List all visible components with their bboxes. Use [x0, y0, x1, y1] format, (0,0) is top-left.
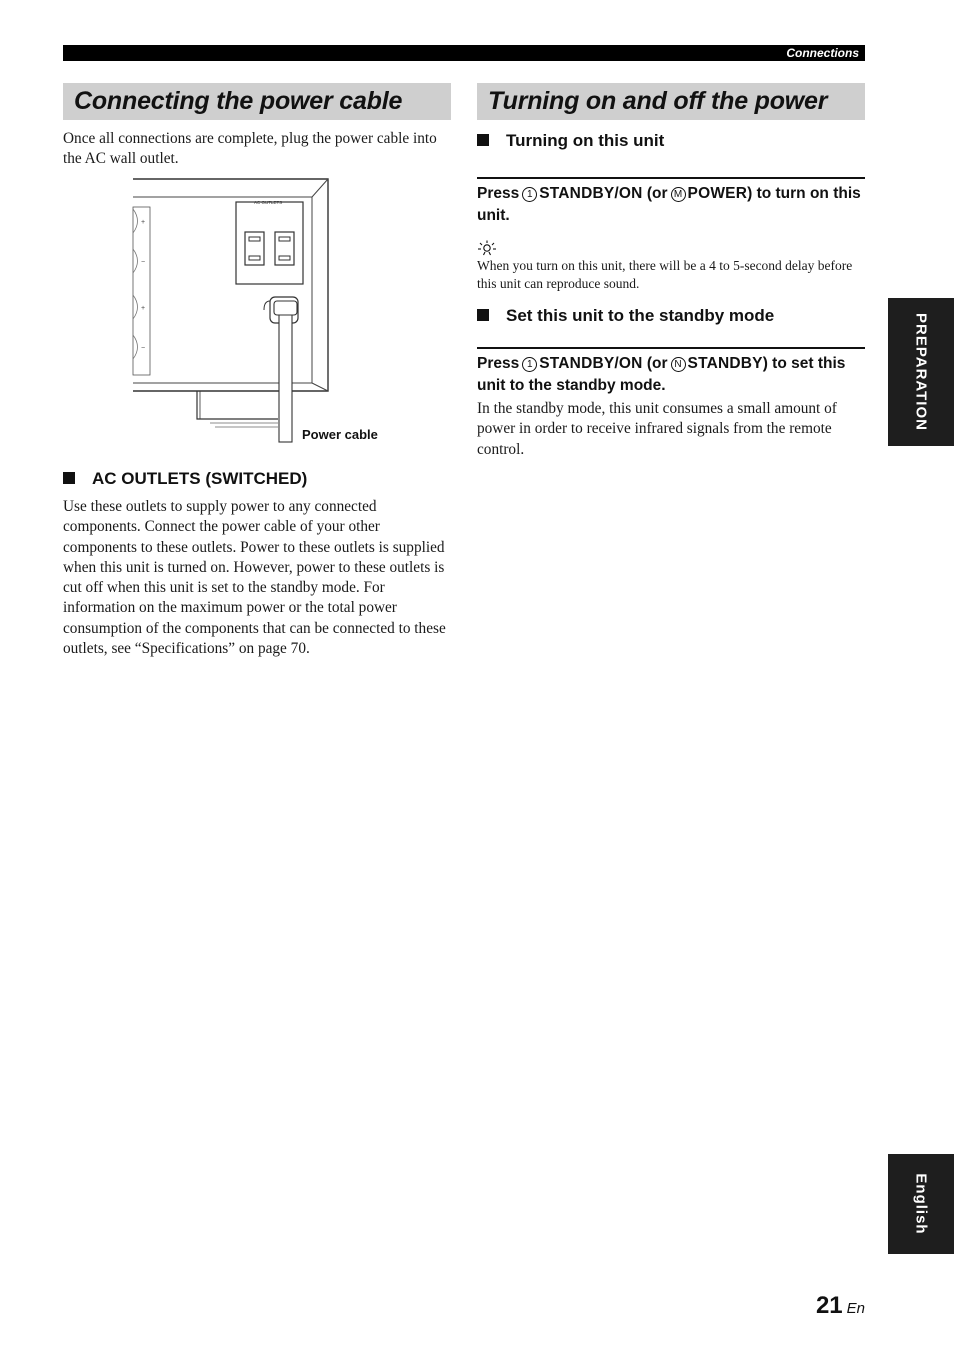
ac-outlets-body: Use these outlets to supply power to any connected components. Connect the power cable of your other components to these outlets. Power to these outlets is supplied when this unit is turned on. However, power to these outlets is cut off when this unit is set to the standby mode. For information on the maximum power or the total power consumption of the components that can be connected to these outlets, see “Specifications” on page 70.	[63, 498, 446, 658]
turn-on-subheading	[477, 131, 664, 151]
step-suffix: ) to set this unit to the standby mode.	[477, 355, 846, 394]
step-prefix: Press	[477, 185, 520, 202]
ac-outlets-subheading	[63, 469, 307, 489]
ac-outlets-label: AC OUTLETS	[254, 200, 283, 205]
square-bullet-icon	[63, 472, 75, 484]
turn-on-step	[477, 183, 865, 227]
square-bullet-icon	[477, 134, 489, 146]
step-suffix: ) to turn on this unit.	[477, 185, 861, 224]
side-tab-english-label: English	[912, 1173, 930, 1235]
power-cable-callout: Power cable	[302, 427, 378, 442]
svg-text:+: +	[141, 305, 146, 312]
svg-text:+: +	[141, 219, 146, 226]
remote-open: (or	[646, 185, 668, 202]
divider	[477, 347, 865, 349]
power-button-name: POWER	[687, 185, 748, 202]
page-number-value: 21	[815, 1292, 843, 1319]
standby-key-icon: N	[671, 357, 686, 372]
page-lang-code: En	[846, 1300, 865, 1317]
rear-panel-diagram	[130, 177, 390, 447]
side-tab-preparation-label: PREPARATION	[912, 313, 930, 431]
turn-on-subheading-text: Turning on this unit	[506, 131, 665, 150]
standby-button-name: STANDBY	[687, 355, 763, 372]
standby-step	[477, 353, 865, 397]
standby-on-button-name: STANDBY/ON	[539, 355, 643, 372]
standby-on-button-name: STANDBY/ON	[539, 185, 643, 202]
standby-on-key-icon: 1	[522, 357, 537, 372]
header-bar	[63, 45, 865, 61]
intro-paragraph: Once all connections are complete, plug the power cable into the AC wall outlet.	[63, 130, 437, 168]
power-key-icon: M	[671, 187, 686, 202]
page-number	[816, 1292, 865, 1320]
ac-outlets-subheading-text: AC OUTLETS (SWITCHED)	[92, 469, 308, 488]
standby-subheading	[477, 306, 774, 326]
standby-on-key-icon: 1	[522, 187, 537, 202]
square-bullet-icon	[477, 309, 489, 321]
svg-text:−: −	[141, 345, 146, 352]
section-title-power-on-off: Turning on and off the power	[477, 83, 865, 120]
header-section-label: Connections	[786, 46, 859, 60]
section-title-power-cable: Connecting the power cable	[63, 83, 451, 120]
side-tab-english	[888, 1154, 954, 1254]
standby-body: In the standby mode, this unit consumes a small amount of power in order to receive infrared signals from the remote control.	[477, 400, 837, 458]
standby-subheading-text: Set this unit to the standby mode	[506, 306, 775, 325]
tip-lightbulb-icon	[477, 240, 497, 256]
side-tab-preparation	[888, 298, 954, 446]
tip-note: When you turn on this unit, there will be a 4 to 5-second delay before this unit can reproduce sound.	[477, 258, 853, 291]
svg-text:−: −	[141, 259, 146, 266]
divider	[477, 177, 865, 179]
remote-open: (or	[646, 355, 668, 372]
step-prefix: Press	[477, 355, 520, 372]
